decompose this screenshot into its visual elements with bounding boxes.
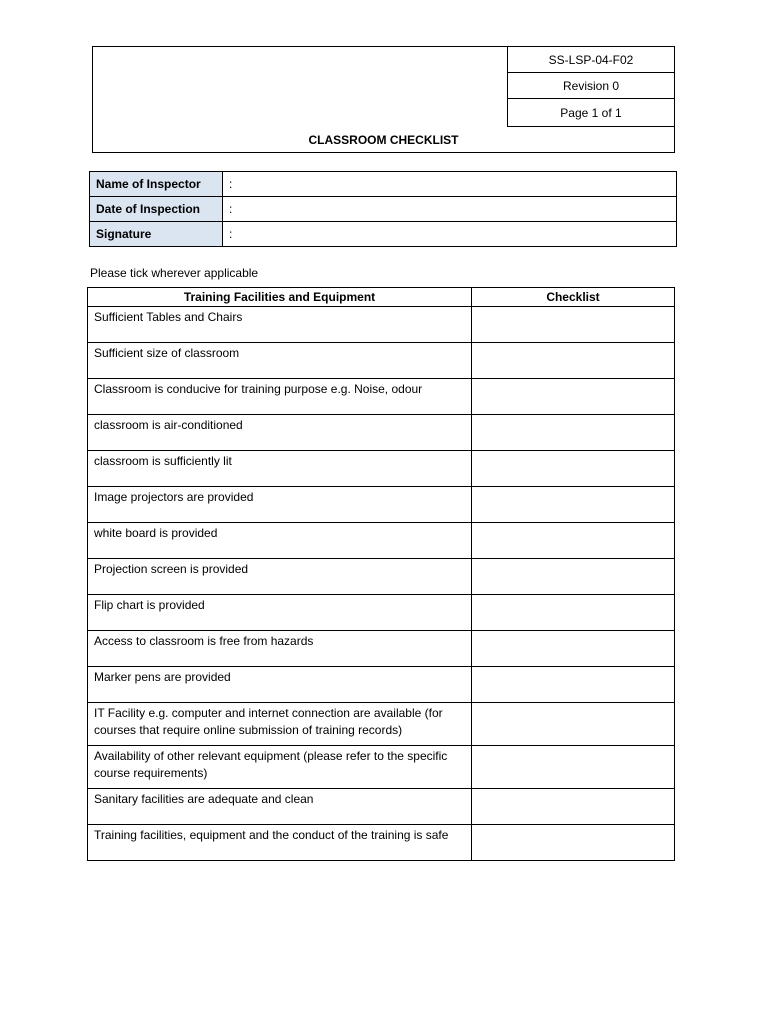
checklist-tick-cell[interactable] (472, 703, 675, 746)
document-revision: Revision 0 (508, 73, 674, 99)
checklist-item-label: IT Facility e.g. computer and internet connection are available (for courses that require online submission of training records) (88, 703, 472, 746)
checklist-header-row (88, 288, 675, 307)
checklist-tick-cell[interactable] (472, 559, 675, 595)
table-row (88, 595, 675, 631)
table-row (88, 825, 675, 861)
checklist-tick-cell[interactable] (472, 825, 675, 861)
checklist-item-label: Availability of other relevant equipment (please refer to the specific course requirements) (88, 746, 472, 789)
column-header-checklist: Checklist (472, 288, 675, 307)
checklist-item-label: Sufficient size of classroom (88, 343, 472, 379)
checklist-tick-cell[interactable] (472, 631, 675, 667)
checklist-tick-cell[interactable] (472, 451, 675, 487)
table-row (88, 523, 675, 559)
page-title: CLASSROOM CHECKLIST (308, 132, 459, 147)
checklist-tick-cell[interactable] (472, 415, 675, 451)
checklist-tick-cell[interactable] (472, 667, 675, 703)
table-row (88, 703, 675, 746)
checklist-tick-cell[interactable] (472, 746, 675, 789)
checklist-item-label: Access to classroom is free from hazards (88, 631, 472, 667)
signature-label: Signature (90, 222, 223, 247)
table-row (88, 487, 675, 523)
logo-area (93, 47, 508, 127)
instruction-text: Please tick wherever applicable (90, 266, 259, 280)
checklist-item-label: Sanitary facilities are adequate and clean (88, 789, 472, 825)
inspector-info-table (89, 171, 677, 247)
checklist-table (87, 287, 675, 861)
table-row (88, 559, 675, 595)
checklist-item-label: Training facilities, equipment and the conduct of the training is safe (88, 825, 472, 861)
table-row (88, 307, 675, 343)
checklist-tick-cell[interactable] (472, 595, 675, 631)
signature-row (90, 222, 677, 247)
checklist-item-label: Image projectors are provided (88, 487, 472, 523)
checklist-tick-cell[interactable] (472, 379, 675, 415)
table-row (88, 451, 675, 487)
checklist-tick-cell[interactable] (472, 307, 675, 343)
signature-field[interactable]: : (223, 222, 677, 247)
document-code: SS-LSP-04-F02 (508, 47, 674, 73)
checklist-item-label: Flip chart is provided (88, 595, 472, 631)
table-row (88, 379, 675, 415)
checklist-tick-cell[interactable] (472, 523, 675, 559)
checklist-item-label: classroom is sufficiently lit (88, 451, 472, 487)
table-row (88, 415, 675, 451)
inspection-date-field[interactable]: : (223, 197, 677, 222)
table-row (88, 631, 675, 667)
checklist-item-label: Projection screen is provided (88, 559, 472, 595)
column-header-facilities: Training Facilities and Equipment (88, 288, 472, 307)
inspector-name-label: Name of Inspector (90, 172, 223, 197)
checklist-item-label: Sufficient Tables and Chairs (88, 307, 472, 343)
checklist-tick-cell[interactable] (472, 343, 675, 379)
checklist-tick-cell[interactable] (472, 789, 675, 825)
inspection-date-row (90, 197, 677, 222)
page-number: Page 1 of 1 (508, 99, 674, 127)
checklist-tick-cell[interactable] (472, 487, 675, 523)
table-row (88, 343, 675, 379)
document-meta (508, 47, 674, 127)
inspector-name-field[interactable]: : (223, 172, 677, 197)
checklist-item-label: classroom is air-conditioned (88, 415, 472, 451)
inspection-date-label: Date of Inspection (90, 197, 223, 222)
table-row (88, 667, 675, 703)
document-header (92, 46, 675, 153)
inspector-name-row (90, 172, 677, 197)
checklist-item-label: Marker pens are provided (88, 667, 472, 703)
checklist-item-label: white board is provided (88, 523, 472, 559)
table-row (88, 746, 675, 789)
checklist-item-label: Classroom is conducive for training purpose e.g. Noise, odour (88, 379, 472, 415)
table-row (88, 789, 675, 825)
